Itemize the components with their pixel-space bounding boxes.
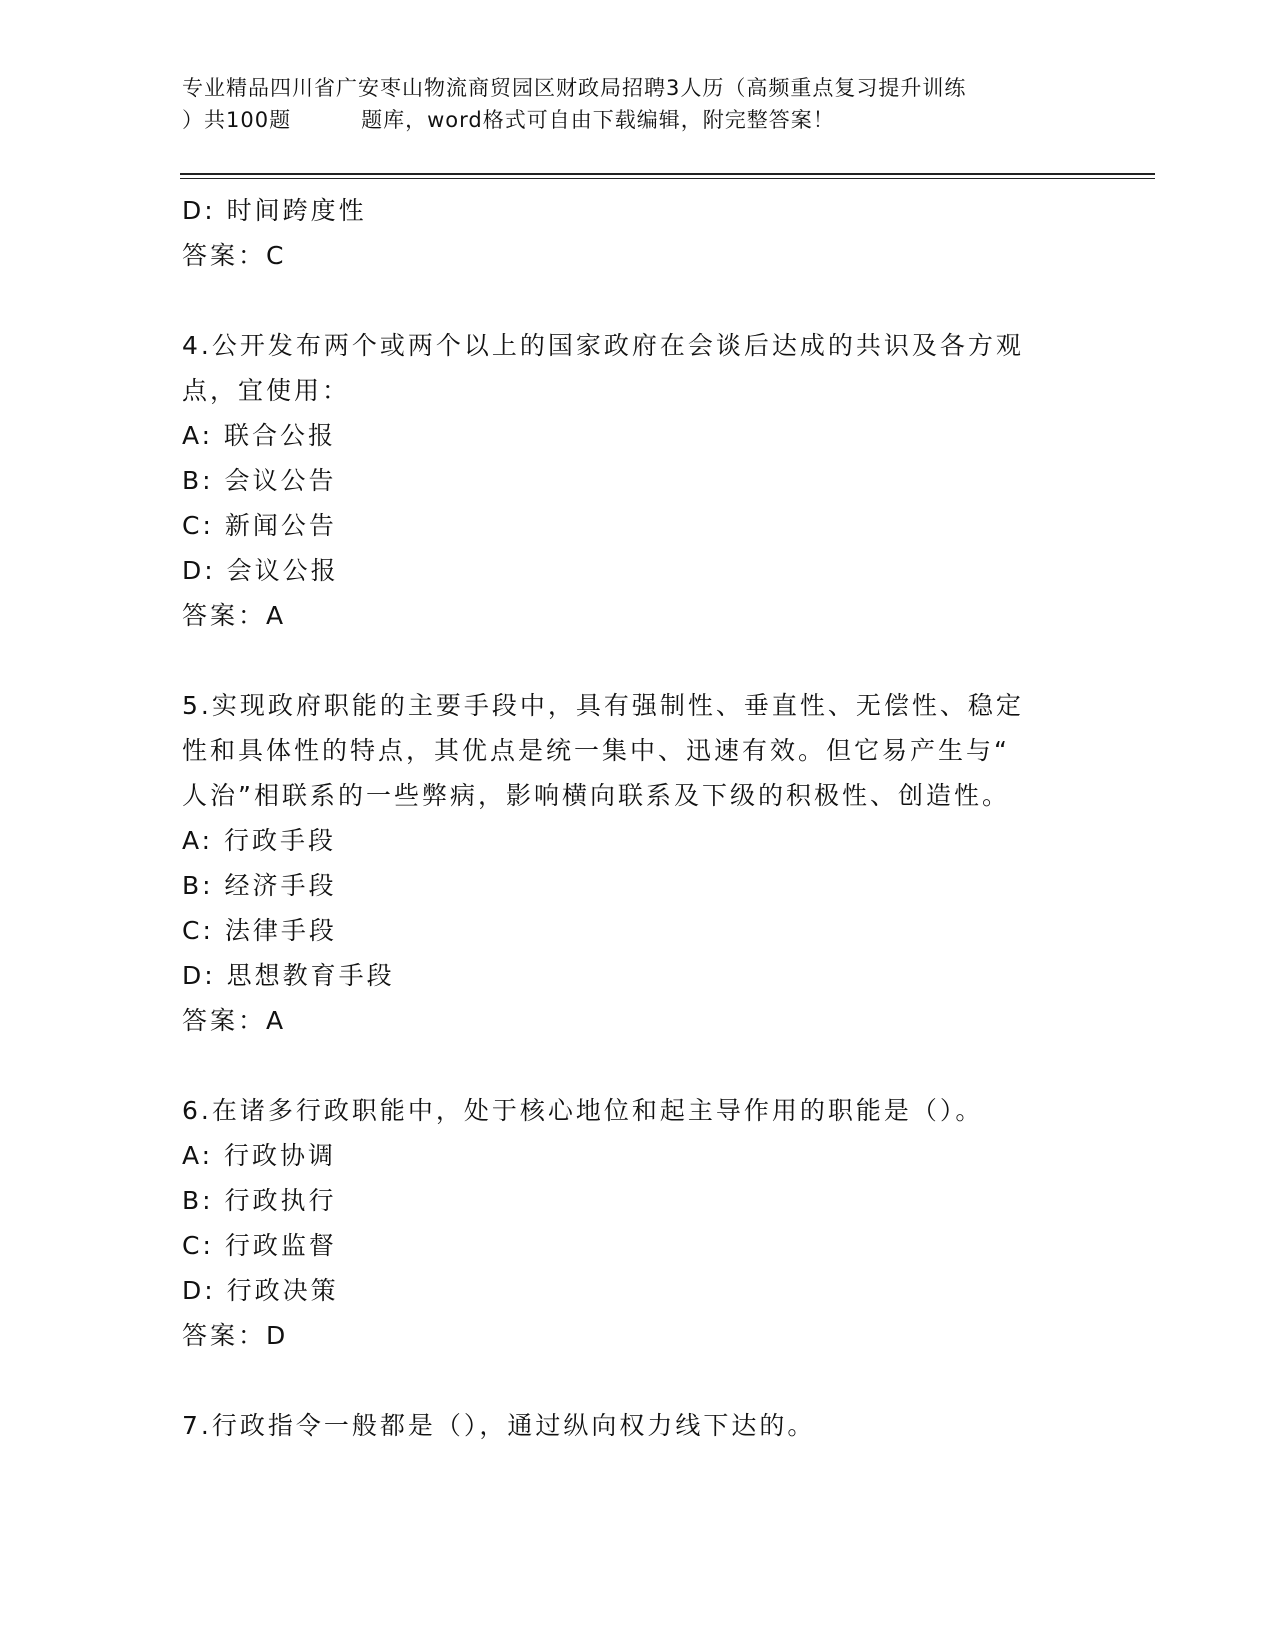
question-text-line: 6.在诸多行政职能中，处于核心地位和起主导作用的职能是（）。 [182, 1096, 984, 1125]
answer: 答案：A [182, 601, 287, 630]
question-block-7 [182, 1403, 1142, 1448]
answer: 答案：D [182, 1321, 289, 1350]
question-list [182, 188, 1142, 1448]
question-block-4 [182, 323, 1142, 638]
option-a: A: 行政协调 [182, 1141, 337, 1170]
question-block-5 [182, 683, 1142, 1043]
question-block-prev [182, 188, 1142, 278]
header-line2-right: 题库，word格式可自由下载编辑，附完整答案！ [361, 108, 835, 132]
option-a: A: 联合公报 [182, 421, 337, 450]
header-rule-thick [180, 173, 1155, 175]
answer: 答案：C [182, 241, 287, 270]
question-text-line: 7.行政指令一般都是（），通过纵向权力线下达的。 [182, 1411, 816, 1440]
question-text-line: 点，宜使用： [182, 376, 351, 405]
answer: 答案：A [182, 1006, 287, 1035]
option-a: A: 行政手段 [182, 826, 337, 855]
option-d: D: 会议公报 [182, 556, 339, 585]
option-b: B: 行政执行 [182, 1186, 337, 1215]
page-header [182, 72, 1082, 136]
header-title-line1: 专业精品四川省广安枣山物流商贸园区财政局招聘3人历（高频重点复习提升训练 [182, 76, 967, 100]
option-d: D: 时间跨度性 [182, 196, 367, 225]
option-d: D: 思想教育手段 [182, 961, 395, 990]
option-d: D: 行政决策 [182, 1276, 339, 1305]
option-b: B: 经济手段 [182, 871, 337, 900]
question-text-line: 5.实现政府职能的主要手段中，具有强制性、垂直性、无偿性、稳定 [182, 691, 1024, 720]
option-b: B: 会议公告 [182, 466, 337, 495]
header-rule-thin [180, 178, 1155, 179]
option-c: C: 法律手段 [182, 916, 337, 945]
option-c: C: 行政监督 [182, 1231, 337, 1260]
question-text-line: 4.公开发布两个或两个以上的国家政府在会谈后达成的共识及各方观 [182, 331, 1024, 360]
header-line2-left: ）共100题 [182, 108, 292, 132]
question-text-line: 性和具体性的特点，其优点是统一集中、迅速有效。但它易产生与“ [182, 736, 1010, 765]
question-text-line: 人治”相联系的一些弊病，影响横向联系及下级的积极性、创造性。 [182, 781, 1010, 810]
header-title-line2 [182, 104, 1082, 136]
question-block-6 [182, 1088, 1142, 1358]
option-c: C: 新闻公告 [182, 511, 337, 540]
